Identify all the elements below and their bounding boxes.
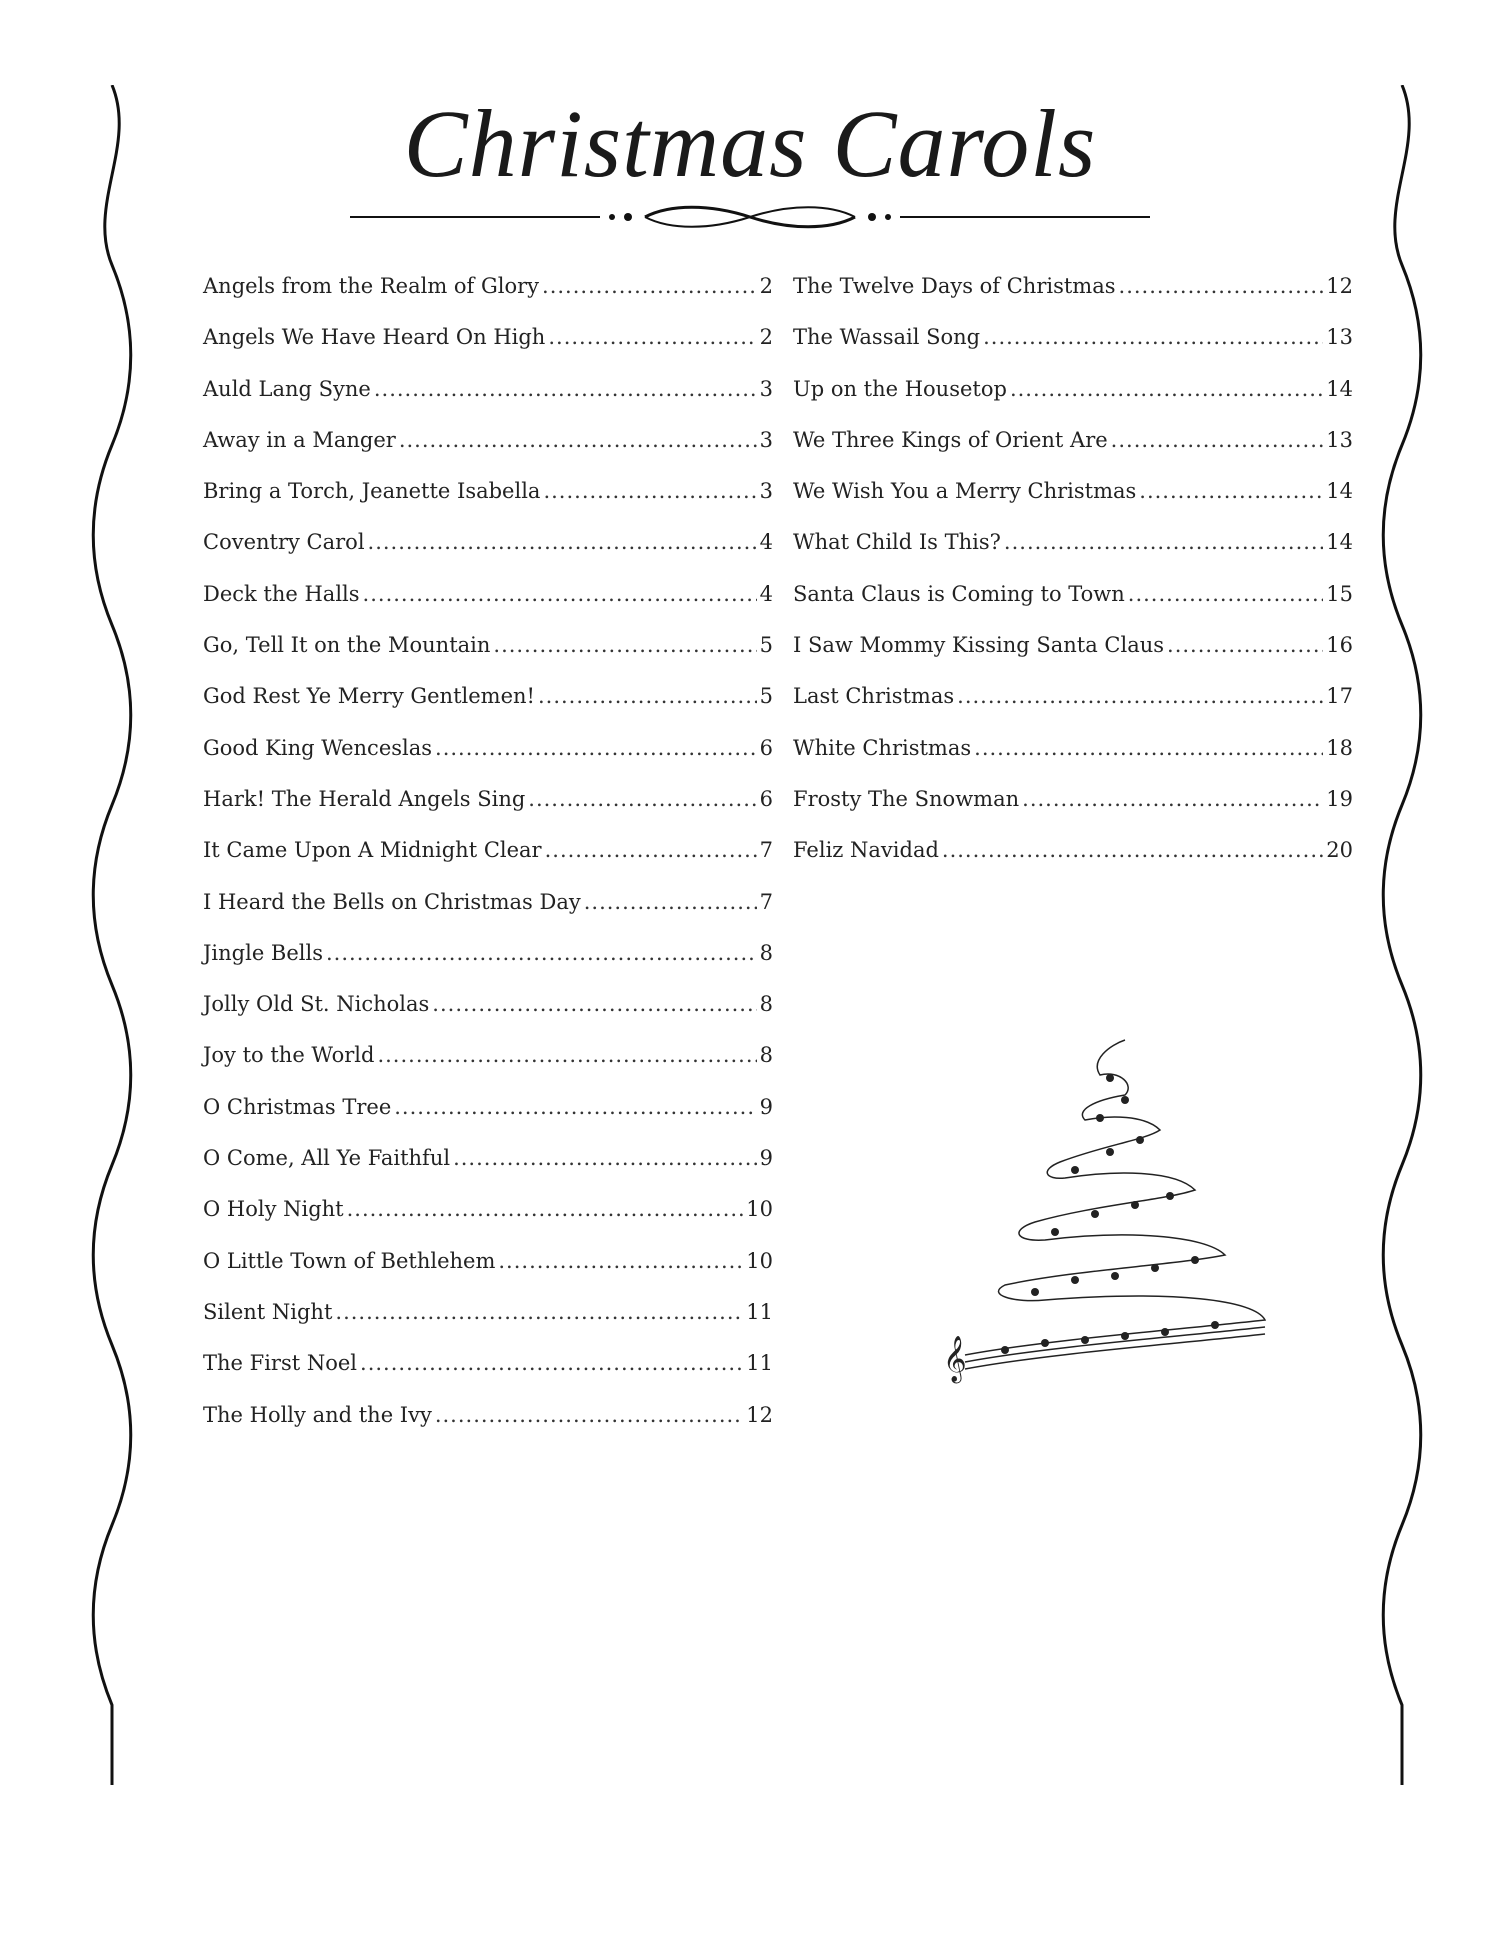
- toc-leader-dots: [432, 994, 756, 1015]
- toc-entry: [793, 376, 1353, 430]
- toc-entry-page: 5: [759, 633, 773, 658]
- toc-entry-page: 11: [746, 1351, 773, 1376]
- toc-entry-title: Away in a Manger: [203, 427, 396, 452]
- toc-leader-dots: [363, 584, 757, 605]
- toc-entry: [203, 635, 773, 686]
- toc-entry-title: O Little Town of Bethlehem: [203, 1248, 496, 1273]
- toc-entry: [793, 635, 1353, 686]
- toc-entry-title: God Rest Ye Merry Gentlemen!: [203, 684, 535, 709]
- toc-leader-dots: [543, 481, 756, 502]
- toc-leader-dots: [1167, 635, 1323, 656]
- toc-entry-title: We Wish You a Merry Christmas: [793, 479, 1137, 504]
- toc-entry-title: Up on the Housetop: [793, 376, 1007, 401]
- toc-column-right: [793, 276, 1353, 892]
- toc-entry-title: Angels from the Realm of Glory: [203, 274, 540, 298]
- toc-entry: [793, 327, 1353, 378]
- toc-leader-dots: [377, 1045, 756, 1066]
- toc-entry-page: 9: [759, 1094, 773, 1119]
- toc-entry: [203, 1402, 773, 1456]
- toc-leader-dots: [548, 327, 756, 348]
- toc-entry-title: Silent Night: [203, 1299, 333, 1324]
- toc-entry: [793, 532, 1353, 583]
- toc-entry-page: 16: [1326, 633, 1353, 658]
- toc-entry: [203, 481, 773, 532]
- toc-entry-page: 2: [759, 274, 773, 298]
- toc-leader-dots: [435, 1405, 743, 1426]
- toc-entry: [203, 1353, 773, 1404]
- toc-entry-page: 12: [746, 1402, 773, 1427]
- toc-leader-dots: [360, 1353, 743, 1374]
- toc-leader-dots: [974, 738, 1323, 759]
- toc-entry: [203, 1199, 773, 1250]
- toc-entry-page: 6: [759, 786, 773, 811]
- toc-entry-page: 9: [759, 1146, 773, 1171]
- page-title: Christmas Carols: [403, 90, 1097, 197]
- toc-leader-dots: [1119, 276, 1324, 297]
- ornamental-divider-icon: [350, 202, 1150, 232]
- toc-entry-page: 17: [1326, 684, 1353, 709]
- toc-entry: [203, 994, 773, 1045]
- toc-entry: [203, 376, 773, 430]
- toc-entry-title: Good King Wenceslas: [203, 735, 433, 760]
- toc-entry-title: We Three Kings of Orient Are: [793, 427, 1108, 452]
- toc-entry-title: Angels We Have Heard On High: [203, 325, 546, 350]
- toc-entry-title: Santa Claus is Coming to Town: [793, 581, 1125, 606]
- toc-entry-page: 6: [759, 735, 773, 760]
- toc-leader-dots: [326, 943, 757, 964]
- toc-entry-page: 14: [1326, 479, 1353, 504]
- vine-border-left-icon: [82, 85, 142, 1785]
- toc-leader-dots: [399, 430, 757, 451]
- svg-text:𝄞: 𝄞: [943, 1336, 967, 1382]
- toc-leader-dots: [1139, 481, 1323, 502]
- toc-leader-dots: [493, 635, 756, 656]
- toc-leader-dots: [335, 1302, 743, 1323]
- toc-entry-page: 14: [1326, 530, 1353, 555]
- toc-entry: [203, 1248, 773, 1302]
- toc-entry: [793, 276, 1353, 327]
- toc-leader-dots: [1010, 379, 1323, 400]
- toc-leader-dots: [545, 840, 757, 861]
- toc-entry: [203, 581, 773, 635]
- toc-leader-dots: [347, 1199, 744, 1220]
- toc-leader-dots: [1004, 532, 1323, 553]
- toc-entry: [793, 427, 1353, 481]
- toc-entry: [203, 840, 773, 891]
- toc-entry-page: 3: [759, 479, 773, 504]
- toc-entry: [203, 735, 773, 789]
- toc-entry: [203, 889, 773, 943]
- toc-leader-dots: [368, 532, 757, 553]
- toc-entry: [793, 840, 1353, 891]
- toc-entry-page: 19: [1326, 786, 1353, 811]
- toc-entry-page: 8: [759, 1043, 773, 1068]
- toc-entry-title: The Wassail Song: [793, 325, 981, 350]
- toc-entry-page: 14: [1326, 376, 1353, 401]
- toc-entry-title: It Came Upon A Midnight Clear: [203, 838, 542, 863]
- toc-entry-title: White Christmas: [793, 735, 972, 760]
- toc-entry-title: O Come, All Ye Faithful: [203, 1146, 451, 1171]
- toc-entry-title: O Holy Night: [203, 1197, 344, 1222]
- toc-entry-title: Joy to the World: [203, 1043, 375, 1068]
- toc-entry: [203, 1045, 773, 1096]
- toc-entry-title: O Christmas Tree: [203, 1094, 392, 1119]
- toc-entry-page: 13: [1326, 325, 1353, 350]
- toc-leader-dots: [453, 1148, 757, 1169]
- toc-entry-page: 5: [759, 684, 773, 709]
- toc-entry-page: 7: [759, 838, 773, 863]
- toc-leader-dots: [374, 379, 757, 400]
- toc-entry-title: I Saw Mommy Kissing Santa Claus: [793, 633, 1165, 658]
- toc-entry-page: 13: [1326, 427, 1353, 452]
- vine-border-right-icon: [1372, 85, 1432, 1785]
- toc-entry-title: Deck the Halls: [203, 581, 360, 606]
- toc-leader-dots: [1128, 584, 1323, 605]
- toc-entry-page: 8: [759, 992, 773, 1017]
- toc-entry-title: I Heard the Bells on Christmas Day: [203, 889, 581, 914]
- toc-entry-page: 2: [759, 325, 773, 350]
- toc-entry-title: Coventry Carol: [203, 530, 365, 555]
- toc-entry: [203, 427, 773, 481]
- toc-entry: [203, 276, 773, 327]
- toc-entry-title: Jingle Bells: [203, 940, 323, 965]
- toc-entry-title: The Holly and the Ivy: [203, 1402, 432, 1427]
- toc-entry-page: 12: [1326, 274, 1353, 298]
- toc-entry: [793, 581, 1353, 635]
- toc-entry-title: Go, Tell It on the Mountain: [203, 633, 491, 658]
- toc-entry: [203, 327, 773, 378]
- toc-entry-title: Last Christmas: [793, 684, 955, 709]
- toc-entry: [203, 686, 773, 737]
- toc-entry-title: Feliz Navidad: [793, 838, 939, 863]
- toc-leader-dots: [1111, 430, 1324, 451]
- toc-entry: [793, 786, 1353, 840]
- toc-entry: [203, 786, 773, 840]
- toc-leader-dots: [942, 840, 1323, 861]
- toc-entry-page: 7: [759, 889, 773, 914]
- toc-entry: [203, 1148, 773, 1199]
- toc-leader-dots: [584, 892, 757, 913]
- toc-entry: [793, 481, 1353, 532]
- toc-leader-dots: [957, 686, 1323, 707]
- toc-entry-title: Frosty The Snowman: [793, 786, 1020, 811]
- toc-column-left: [203, 276, 773, 1456]
- toc-leader-dots: [1022, 789, 1323, 810]
- toc-leader-dots: [498, 1251, 743, 1272]
- toc-entry: [203, 1299, 773, 1353]
- toc-leader-dots: [528, 789, 756, 810]
- toc-entry: [203, 532, 773, 583]
- toc-entry-title: What Child Is This?: [793, 530, 1001, 555]
- toc-entry-page: 8: [759, 940, 773, 965]
- toc-entry: [203, 1094, 773, 1148]
- toc-entry: [793, 735, 1353, 789]
- toc-entry-title: Hark! The Herald Angels Sing: [203, 786, 526, 811]
- toc-entry-title: The Twelve Days of Christmas: [793, 274, 1116, 298]
- toc-entry-page: 20: [1326, 838, 1353, 863]
- toc-entry-page: 18: [1326, 735, 1353, 760]
- toc-entry: [793, 686, 1353, 737]
- toc-entry-page: 3: [759, 376, 773, 401]
- toc-entry-page: 4: [759, 581, 773, 606]
- toc-leader-dots: [435, 738, 757, 759]
- toc-entry-page: 11: [746, 1299, 773, 1324]
- toc-entry-page: 4: [759, 530, 773, 555]
- toc-entry-title: The First Noel: [203, 1351, 358, 1376]
- toc-entry-title: Jolly Old St. Nicholas: [203, 992, 430, 1017]
- toc-entry-title: Auld Lang Syne: [203, 376, 371, 401]
- music-note-tree-icon: [925, 1000, 1285, 1400]
- toc-entry-page: 10: [746, 1248, 773, 1273]
- toc-leader-dots: [983, 327, 1323, 348]
- toc-entry-page: 3: [759, 427, 773, 452]
- toc-leader-dots: [538, 686, 757, 707]
- toc-leader-dots: [394, 1097, 756, 1118]
- toc-entry-page: 15: [1326, 581, 1353, 606]
- toc-entry-title: Bring a Torch, Jeanette Isabella: [203, 479, 541, 504]
- toc-entry: [203, 940, 773, 994]
- toc-entry-page: 10: [746, 1197, 773, 1222]
- toc-leader-dots: [542, 276, 757, 297]
